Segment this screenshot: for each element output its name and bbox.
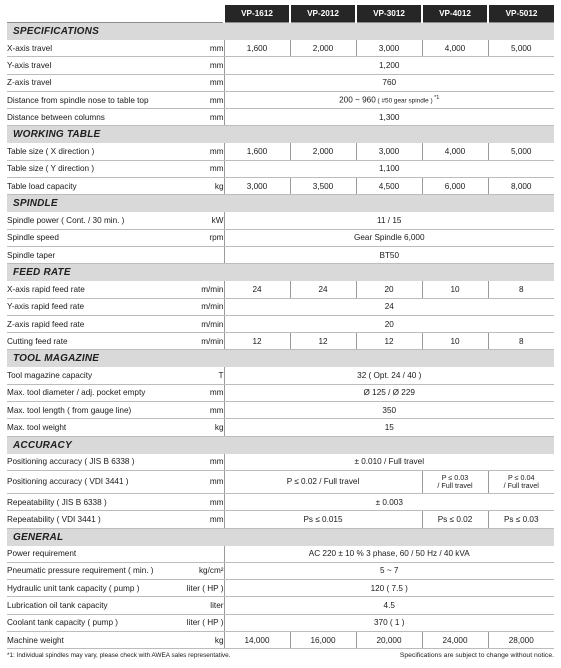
spec-value-text: P ≤ 0.02 / Full travel	[286, 477, 360, 487]
spec-value-text: P ≤ 0.04	[507, 472, 535, 482]
spec-row	[7, 281, 554, 298]
spec-value-text: Ps ≤ 0.02	[437, 514, 473, 524]
spec-row	[7, 511, 554, 528]
spec-unit: mm	[175, 511, 224, 528]
spec-value	[488, 511, 554, 528]
spec-value-text: Ø 125 / Ø 229	[363, 388, 415, 398]
section-title: SPECIFICATIONS	[7, 23, 554, 41]
section-header-row	[7, 23, 554, 41]
spec-value-text: 24	[252, 284, 262, 294]
spec-value	[422, 470, 488, 493]
spec-value	[224, 315, 554, 332]
spec-value	[290, 632, 356, 649]
spec-value-text: 1,300	[379, 112, 400, 122]
spec-value-text: 8	[518, 284, 524, 294]
spec-row	[7, 419, 554, 436]
spec-value	[224, 454, 554, 471]
spec-unit: m/min	[175, 281, 224, 298]
spec-sheet	[7, 5, 554, 649]
spec-value	[224, 614, 554, 631]
spec-value-text: 24	[384, 302, 394, 312]
spec-value-text: 6,000	[444, 181, 466, 191]
spec-label: Max. tool diameter / adj. pocket empty	[7, 384, 175, 401]
model-header-row	[7, 5, 554, 23]
spec-value-text: 1,100	[379, 164, 400, 174]
spec-row	[7, 229, 554, 246]
spec-row	[7, 493, 554, 510]
spec-unit: mm	[175, 109, 224, 126]
spec-value-text: 20	[384, 284, 394, 294]
spec-value-text: 1,200	[379, 60, 400, 70]
spec-value	[488, 632, 554, 649]
spec-row	[7, 632, 554, 649]
spec-value	[422, 333, 488, 350]
spec-label: Positioning accuracy ( JIS B 6338 )	[7, 454, 175, 471]
spec-label: Max. tool length ( from gauge line)	[7, 402, 175, 419]
spec-value-text: 370 ( 1 )	[374, 618, 405, 628]
spec-value-text: 4.5	[383, 601, 395, 611]
spec-value	[224, 40, 290, 57]
spec-value-text: 4,500	[378, 181, 400, 191]
spec-unit: mm	[175, 91, 224, 108]
spec-row	[7, 470, 554, 493]
spec-value	[224, 580, 554, 597]
spec-label: Lubrication oil tank capacity	[7, 597, 175, 614]
spec-value	[224, 597, 554, 614]
spec-row	[7, 109, 554, 126]
spec-value-text: 20,000	[376, 635, 402, 645]
spec-label: Table size ( Y direction )	[7, 160, 175, 177]
spec-value	[224, 57, 554, 74]
spec-value-text: 16,000	[310, 635, 336, 645]
spec-unit	[175, 246, 224, 263]
spec-value	[290, 178, 356, 195]
spec-value	[224, 229, 554, 246]
spec-unit: mm	[175, 454, 224, 471]
spec-value-text: ± 0.003	[375, 497, 403, 507]
spec-row	[7, 298, 554, 315]
spec-value	[224, 511, 422, 528]
spec-unit: liter	[175, 597, 224, 614]
spec-unit: mm	[175, 160, 224, 177]
spec-value	[224, 384, 554, 401]
spec-value-text: 1,600	[246, 147, 268, 157]
spec-label: Repeatability ( JIS B 6338 )	[7, 493, 175, 510]
spec-unit: T	[175, 367, 224, 384]
spec-value	[356, 178, 422, 195]
spec-value-text: 5 ~ 7	[380, 566, 399, 576]
spec-value-text: 1,600	[246, 43, 268, 53]
spec-row	[7, 384, 554, 401]
spec-label: Table load capacity	[7, 178, 175, 195]
spec-value	[224, 333, 290, 350]
spec-value-text: 350	[382, 405, 397, 415]
spec-value	[422, 40, 488, 57]
spec-value	[488, 281, 554, 298]
spec-value-text: 24,000	[442, 635, 468, 645]
spec-label: Positioning accuracy ( VDI 3441 )	[7, 470, 175, 493]
spec-value	[224, 562, 554, 579]
spec-value-text: 5,000	[511, 147, 532, 157]
spec-row	[7, 562, 554, 579]
spec-value	[224, 143, 290, 160]
spec-label: Power requirement	[7, 546, 175, 563]
section-header-row	[7, 195, 554, 213]
spec-value-text: 3,000	[246, 181, 268, 191]
spec-row	[7, 402, 554, 419]
spec-value-text-line2: / Full travel	[437, 480, 473, 490]
spec-value	[224, 298, 554, 315]
section-header-row	[7, 350, 554, 368]
footnote: *1: Individual spindles may vary, please check with AWEA sales representative.	[7, 652, 231, 659]
spec-label: Z-axis rapid feed rate	[7, 315, 175, 332]
section-header-row	[7, 528, 554, 546]
spec-unit: mm	[175, 40, 224, 57]
spec-value-text: Ps ≤ 0.03	[503, 514, 539, 524]
spec-value	[422, 143, 488, 160]
spec-value	[356, 333, 422, 350]
spec-value	[290, 40, 356, 57]
spec-unit: mm	[175, 402, 224, 419]
spec-table	[7, 5, 554, 649]
spec-value	[224, 419, 554, 436]
spec-value-text: 200 ~ 960	[339, 95, 376, 105]
spec-value	[224, 367, 554, 384]
spec-label: Spindle speed	[7, 229, 175, 246]
spec-value	[224, 546, 554, 563]
spec-value-text: 3,000	[378, 43, 400, 53]
spec-value	[224, 493, 554, 510]
model-header-vp-4012: VP-4012	[422, 5, 488, 23]
section-title: SPINDLE	[7, 195, 554, 213]
spec-label: Y-axis rapid feed rate	[7, 298, 175, 315]
spec-unit: mm	[175, 384, 224, 401]
spec-label: Distance from spindle nose to table top	[7, 91, 175, 108]
spec-label: Cutting feed rate	[7, 333, 175, 350]
spec-value-text: BT50	[379, 250, 400, 260]
spec-value-text: Ps ≤ 0.015	[303, 514, 343, 524]
spec-row	[7, 614, 554, 631]
spec-table-body	[7, 5, 554, 649]
spec-value-text: 20	[384, 319, 394, 329]
spec-value-text: P ≤ 0.03	[441, 472, 469, 482]
spec-label: Distance between columns	[7, 109, 175, 126]
spec-unit: rpm	[175, 229, 224, 246]
spec-value	[356, 40, 422, 57]
spec-value-text: 15	[384, 422, 394, 432]
spec-unit: kg	[175, 178, 224, 195]
spec-value-text-line2: / Full travel	[503, 480, 539, 490]
spec-label: Max. tool weight	[7, 419, 175, 436]
spec-value	[224, 74, 554, 91]
spec-unit	[175, 546, 224, 563]
spec-label: Machine weight	[7, 632, 175, 649]
spec-label: Spindle taper	[7, 246, 175, 263]
section-header-row	[7, 264, 554, 282]
section-header-row	[7, 436, 554, 454]
disclaimer: Specifications are subject to change without notice.	[399, 652, 554, 659]
spec-unit: m/min	[175, 315, 224, 332]
spec-value	[356, 143, 422, 160]
spec-value-text: 12	[252, 336, 262, 346]
section-title: ACCURACY	[7, 436, 554, 454]
spec-value	[224, 109, 554, 126]
model-header-vp-5012: VP-5012	[488, 5, 554, 23]
spec-value-text: 8,000	[511, 181, 532, 191]
spec-value-text: 12	[318, 336, 328, 346]
spec-value-text: 8	[518, 336, 524, 346]
spec-value	[224, 470, 422, 493]
spec-value	[224, 212, 554, 229]
spec-value-note: ( #50 gear spindle )	[375, 97, 433, 105]
section-title: GENERAL	[7, 528, 554, 546]
spec-value	[422, 178, 488, 195]
spec-row	[7, 212, 554, 229]
spec-label: Table size ( X direction )	[7, 143, 175, 160]
spec-value	[488, 143, 554, 160]
spec-value	[290, 143, 356, 160]
spec-value-text: Gear Spindle 6,000	[353, 233, 425, 243]
spec-label: Coolant tank capacity ( pump )	[7, 614, 175, 631]
spec-value-text: 120 ( 7.5 )	[370, 583, 408, 593]
header-blank	[7, 5, 224, 23]
spec-value	[224, 632, 290, 649]
spec-value-text: 4,000	[444, 147, 466, 157]
spec-row	[7, 143, 554, 160]
section-header-row	[7, 126, 554, 144]
footnote-ref: *1	[432, 95, 440, 102]
spec-label: X-axis rapid feed rate	[7, 281, 175, 298]
spec-row	[7, 178, 554, 195]
spec-label: Z-axis travel	[7, 74, 175, 91]
spec-value	[224, 402, 554, 419]
model-header-vp-3012: VP-3012	[356, 5, 422, 23]
spec-row	[7, 315, 554, 332]
spec-value-text: 10	[450, 336, 460, 346]
section-title: TOOL MAGAZINE	[7, 350, 554, 368]
spec-row	[7, 91, 554, 108]
spec-value-text: 14,000	[244, 635, 270, 645]
spec-unit: liter ( HP )	[175, 614, 224, 631]
spec-value-text: 24	[318, 284, 328, 294]
spec-value-text: 3,500	[312, 181, 334, 191]
spec-row	[7, 74, 554, 91]
spec-value	[356, 281, 422, 298]
model-header-vp-1612: VP-1612	[224, 5, 290, 23]
spec-label: Repeatability ( VDI 3441 )	[7, 511, 175, 528]
model-header-vp-2012: VP-2012	[290, 5, 356, 23]
spec-value	[422, 511, 488, 528]
spec-value-text: 3,000	[378, 147, 400, 157]
spec-value-text: 11 / 15	[377, 216, 402, 226]
spec-value-text: 12	[384, 336, 394, 346]
spec-label: Pneumatic pressure requirement ( min. )	[7, 562, 175, 579]
spec-unit: mm	[175, 57, 224, 74]
spec-row	[7, 454, 554, 471]
spec-label: X-axis travel	[7, 40, 175, 57]
spec-unit: kg	[175, 632, 224, 649]
spec-unit: liter ( HP )	[175, 580, 224, 597]
spec-unit: kg/cm²	[175, 562, 224, 579]
spec-row	[7, 580, 554, 597]
spec-unit: kg	[175, 419, 224, 436]
spec-value	[356, 632, 422, 649]
section-title: WORKING TABLE	[7, 126, 554, 144]
spec-value	[290, 333, 356, 350]
spec-value	[224, 246, 554, 263]
spec-value-text: 5,000	[511, 43, 532, 53]
spec-value	[422, 632, 488, 649]
spec-value-text: 760	[382, 78, 397, 88]
spec-value-text: 32 ( Opt. 24 / 40 )	[357, 371, 422, 381]
spec-value	[488, 40, 554, 57]
spec-row	[7, 597, 554, 614]
spec-label: Y-axis travel	[7, 57, 175, 74]
spec-label: Hydraulic unit tank capacity ( pump )	[7, 580, 175, 597]
spec-unit: mm	[175, 74, 224, 91]
spec-value	[488, 470, 554, 493]
spec-row	[7, 160, 554, 177]
spec-row	[7, 57, 554, 74]
spec-value	[290, 281, 356, 298]
spec-value-text: 28,000	[508, 635, 534, 645]
spec-label: Tool magazine capacity	[7, 367, 175, 384]
spec-unit: kW	[175, 212, 224, 229]
spec-value-text: 2,000	[312, 147, 334, 157]
spec-unit: mm	[175, 493, 224, 510]
spec-value-text: ± 0.010 / Full travel	[354, 457, 425, 467]
spec-unit: m/min	[175, 333, 224, 350]
spec-value	[488, 333, 554, 350]
spec-value	[224, 281, 290, 298]
spec-row	[7, 367, 554, 384]
spec-value-text: 10	[450, 284, 460, 294]
spec-value-text: 4,000	[444, 43, 466, 53]
spec-row	[7, 546, 554, 563]
spec-value	[224, 160, 554, 177]
spec-value-text: AC 220 ± 10 % 3 phase, 60 / 50 Hz / 40 kVA	[308, 549, 470, 559]
spec-value	[224, 178, 290, 195]
spec-unit: mm	[175, 143, 224, 160]
section-title: FEED RATE	[7, 264, 554, 282]
spec-unit: mm	[175, 470, 224, 493]
spec-value	[224, 91, 554, 108]
spec-value	[422, 281, 488, 298]
spec-value-text: 2,000	[312, 43, 334, 53]
spec-unit: m/min	[175, 298, 224, 315]
spec-row	[7, 333, 554, 350]
spec-label: Spindle power ( Cont. / 30 min. )	[7, 212, 175, 229]
spec-value	[488, 178, 554, 195]
spec-row	[7, 40, 554, 57]
spec-row	[7, 246, 554, 263]
